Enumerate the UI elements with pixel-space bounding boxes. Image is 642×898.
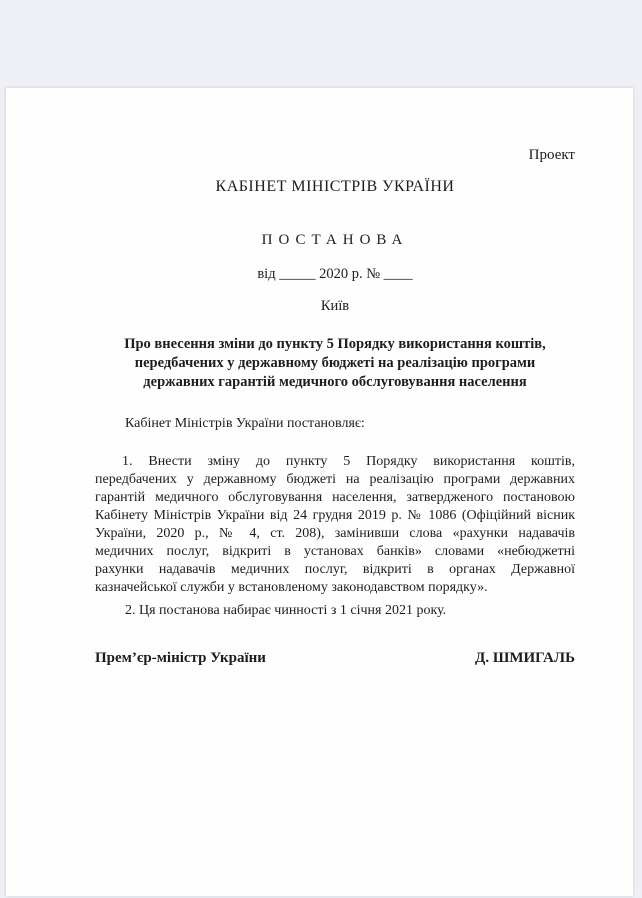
date-number-line: від _____ 2020 р. № ____ xyxy=(257,266,413,282)
clause-1-line: Кабінету Міністрів України від 24 грудня 2019 р. № 1086 (Офіційний вісник xyxy=(95,508,575,523)
document-title-line: Про внесення зміни до пункту 5 Порядку використання коштів, xyxy=(124,336,546,352)
draft-label: Проект xyxy=(528,147,575,163)
document-title xyxy=(95,335,575,392)
document-page xyxy=(6,88,633,896)
preamble-text: Кабінет Міністрів України постановляє: xyxy=(125,416,365,431)
city-label: Київ xyxy=(320,298,350,314)
document-content xyxy=(6,88,633,667)
clause-1-line: 1. Внести зміну до пункту 5 Порядку використання коштів, xyxy=(122,454,575,469)
clause-2-paragraph: 2. Ця постанова набирає чинності з 1 січня 2021 року. xyxy=(125,603,447,618)
clause-1-line: передбачених у державному бюджеті на реалізацію програми державних xyxy=(95,472,575,487)
document-title-line: державних гарантій медичного обслуговування населення xyxy=(143,374,527,390)
clause-1-line: України, 2020 р., № 4, ст. 208), замінивши слова «рахунки надавачів xyxy=(95,526,575,541)
organization-name: КАБІНЕТ МІНІСТРІВ УКРАЇНИ xyxy=(215,178,455,195)
signatory-name: Д. ШМИГАЛЬ xyxy=(475,650,575,666)
clause-1-line: казначейської служби у встановленому законодавством порядку». xyxy=(95,580,488,595)
document-type-heading: ПОСТАНОВА xyxy=(261,232,409,248)
clause-1-line: гарантій медичного обслуговування населення, затвердженого постановою xyxy=(95,490,575,505)
signature-block xyxy=(95,650,575,667)
clause-1-line: медичних послуг, відкриті в установах банків» словами «небюджетні xyxy=(95,544,575,559)
clause-1-line: рахунки надавачів медичних послуг, відкриті в органах Державної xyxy=(95,562,575,577)
clause-1-paragraph xyxy=(95,453,575,597)
signatory-title: Прем’єр-міністр України xyxy=(95,650,266,666)
document-title-line: передбачених у державному бюджеті на реалізацію програми xyxy=(134,355,536,371)
